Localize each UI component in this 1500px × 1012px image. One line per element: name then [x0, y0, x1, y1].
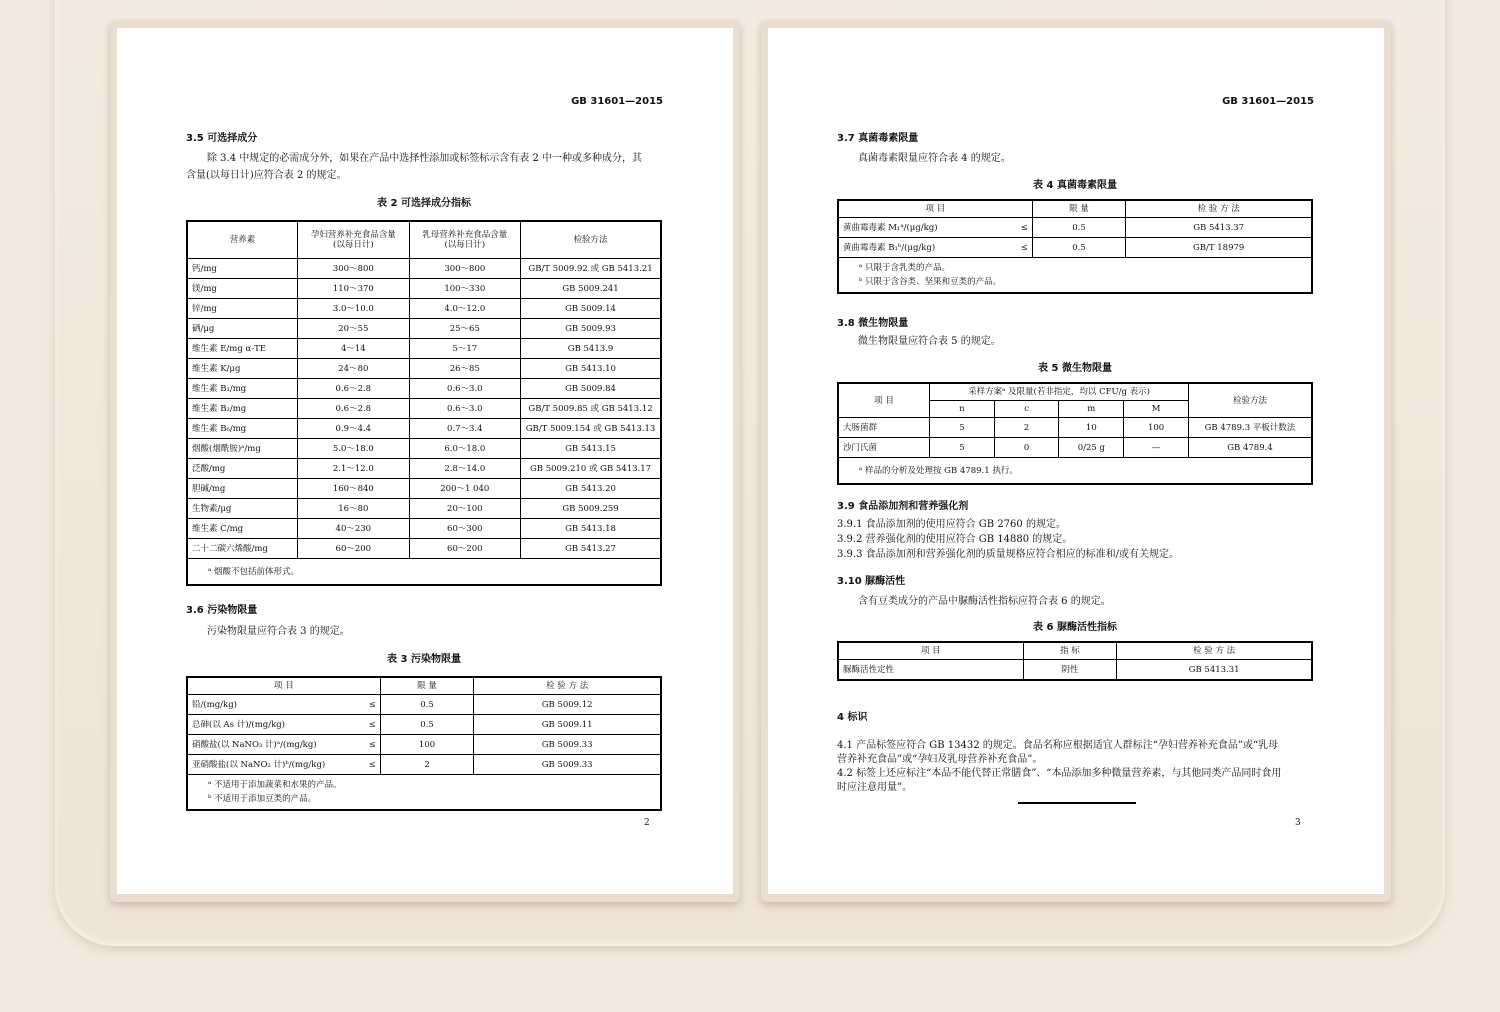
table-cell: 24～80	[298, 359, 409, 379]
table-cell: ≤ 黄曲霉毒素 B₁ᵇ/(μg/kg)	[838, 238, 1032, 258]
table-cell: GB 5413.27	[521, 539, 661, 559]
table-cell: 大肠菌群	[838, 418, 930, 438]
table-header-row	[187, 677, 661, 695]
table-note: ᵃ 只限于含乳类的产品。 ᵇ 只限于含谷类、坚果和豆类的产品。	[838, 258, 1312, 294]
table-cell: ≤ 硝酸盐(以 NaNO₃ 计)ᵃ/(mg/kg)	[187, 735, 380, 755]
section-3-9-1: 3.9.1 食品添加剂的使用应符合 GB 2760 的规定。	[837, 519, 1066, 530]
section-3-8-title: 3.8 微生物限量	[837, 318, 909, 329]
table-cell: 3.0～10.0	[298, 299, 409, 319]
table-2-caption: 表 2 可选择成分指标	[377, 198, 471, 209]
section-3-5-text-line2: 含量(以每日计)应符合表 2 的规定。	[186, 170, 347, 181]
section-3-7-text: 真菌毒素限量应符合表 4 的规定。	[858, 153, 1011, 164]
table-cell: 0.7～3.4	[409, 419, 520, 439]
table-2-optional-nutrients	[186, 220, 662, 586]
table-cell: 60～300	[409, 519, 520, 539]
table-cell: 60～200	[298, 539, 409, 559]
table-cell: 0.5	[380, 715, 474, 735]
table-cell: 5	[930, 438, 995, 458]
table-cell: 维生素 B₂/mg	[187, 399, 298, 419]
table-header-cell: 检 验 方 法	[1126, 200, 1312, 218]
document-page-right	[768, 28, 1384, 894]
table-header-cell: 检验方法	[1188, 383, 1312, 418]
table-row	[838, 438, 1312, 458]
table-header-cell: 限 量	[380, 677, 474, 695]
table-header-cell: 采样方案ᵃ 及限量(若非指定，均以 CFU/g 表示)	[930, 383, 1189, 401]
table-header-row	[838, 383, 1312, 401]
table-cell: 维生素 B₆/mg	[187, 419, 298, 439]
table-row	[187, 439, 661, 459]
table-cell: 0	[994, 438, 1059, 458]
table-cell: 25～65	[409, 319, 520, 339]
section-3-5-title: 3.5 可选择成分	[186, 133, 258, 144]
table-6-urease-activity	[837, 641, 1313, 681]
leq-symbol: ≤	[1020, 242, 1028, 253]
table-cell: 20～100	[409, 499, 520, 519]
table-row	[187, 379, 661, 399]
section-4-2-line1: 4.2 标签上还应标注“本品不能代替正常膳食”、“本品添加多种微量营养素，与其他同类产品同时食用	[837, 768, 1282, 779]
table-cell: —	[1124, 438, 1189, 458]
section-3-10-text: 含有豆类成分的产品中脲酶活性指标应符合表 6 的规定。	[858, 596, 1111, 607]
table-cell: ≤ 总砷(以 As 计)/(mg/kg)	[187, 715, 380, 735]
page-number-right: 3	[1295, 818, 1301, 828]
table-row	[838, 238, 1312, 258]
table-cell: 锌/mg	[187, 299, 298, 319]
section-4-1-line2: 营养补充食品”或“孕妇及乳母营养补充食品”。	[837, 754, 1043, 765]
table-header-row	[838, 200, 1312, 218]
table-cell: 4.0～12.0	[409, 299, 520, 319]
table-cell: 100	[380, 735, 474, 755]
table-cell: 泛酸/mg	[187, 459, 298, 479]
section-4-2-line2: 时应注意用量”。	[837, 782, 913, 793]
table-header-cell: 检验方法	[521, 221, 661, 259]
table-cell: GB 5413.37	[1126, 218, 1312, 238]
table-cell: 300～800	[409, 259, 520, 279]
table-cell: 0.6～2.8	[298, 399, 409, 419]
table-header-cell: n	[930, 401, 995, 418]
table-header-row	[838, 642, 1312, 660]
table-cell: 2	[380, 755, 474, 775]
table-cell: GB 5009.12	[474, 695, 661, 715]
standard-code-header: GB 31601—2015	[1222, 96, 1314, 107]
table-cell: 钙/mg	[187, 259, 298, 279]
table-cell: 脲酶活性定性	[838, 660, 1023, 681]
table-row	[187, 519, 661, 539]
table-cell: 0.6～3.0	[409, 399, 520, 419]
table-cell: 10	[1059, 418, 1124, 438]
table-cell: 沙门氏菌	[838, 438, 930, 458]
table-row	[187, 299, 661, 319]
table-row	[187, 735, 661, 755]
table-header-cell: 项 目	[838, 200, 1032, 218]
table-cell: GB/T 18979	[1126, 238, 1312, 258]
table-header-cell: 项 目	[838, 642, 1023, 660]
table-5-caption: 表 5 微生物限量	[1038, 363, 1112, 374]
table-cell: GB/T 5009.92 或 GB 5413.21	[521, 259, 661, 279]
table-header-cell: 营养素	[187, 221, 298, 259]
table-row	[838, 660, 1312, 681]
table-cell: GB 5413.9	[521, 339, 661, 359]
table-header-row	[187, 221, 661, 259]
table-header-cell: 项 目	[187, 677, 380, 695]
table-cell: GB/T 5009.154 或 GB 5413.13	[521, 419, 661, 439]
table-row	[187, 399, 661, 419]
table-cell: 维生素 C/mg	[187, 519, 298, 539]
table-cell: GB 5009.259	[521, 499, 661, 519]
table-cell: GB 5009.84	[521, 379, 661, 399]
table-row	[187, 359, 661, 379]
table-row	[187, 459, 661, 479]
section-3-10-title: 3.10 脲酶活性	[837, 576, 906, 587]
table-cell: 2.8～14.0	[409, 459, 520, 479]
end-rule	[1018, 802, 1136, 804]
table-cell: 0.5	[1032, 238, 1126, 258]
table-header-cell: M	[1124, 401, 1189, 418]
table-cell: 阴性	[1023, 660, 1117, 681]
table-row	[187, 339, 661, 359]
table-cell: GB 5413.18	[521, 519, 661, 539]
table-cell: 镁/mg	[187, 279, 298, 299]
table-cell: 生物素/μg	[187, 499, 298, 519]
table-note-row	[187, 559, 661, 586]
table-row	[187, 279, 661, 299]
table-cell: GB 5009.93	[521, 319, 661, 339]
section-3-9-title: 3.9 食品添加剂和营养强化剂	[837, 501, 969, 512]
table-cell: 5	[930, 418, 995, 438]
table-row	[838, 418, 1312, 438]
table-cell: 2	[994, 418, 1059, 438]
table-row	[187, 715, 661, 735]
table-row	[187, 259, 661, 279]
table-cell: 0.6～2.8	[298, 379, 409, 399]
table-cell: 200～1 040	[409, 479, 520, 499]
table-cell: 胆碱/mg	[187, 479, 298, 499]
table-cell: 5～17	[409, 339, 520, 359]
table-cell: 维生素 B₁/mg	[187, 379, 298, 399]
page-number-left: 2	[644, 818, 650, 828]
table-header-cell: 项 目	[838, 383, 930, 418]
table-cell: GB 5413.20	[521, 479, 661, 499]
table-cell: 6.0～18.0	[409, 439, 520, 459]
table-cell: 110～370	[298, 279, 409, 299]
table-note: ᵃ 烟酸不包括前体形式。	[187, 559, 661, 586]
leq-symbol: ≤	[368, 759, 376, 770]
table-cell: 0.9～4.4	[298, 419, 409, 439]
table-header-cell: 乳母营养补充食品含量 (以每日计)	[409, 221, 520, 259]
leq-symbol: ≤	[1020, 222, 1028, 233]
table-cell: 100～330	[409, 279, 520, 299]
table-row	[187, 695, 661, 715]
table-header-cell: m	[1059, 401, 1124, 418]
section-3-6-text: 污染物限量应符合表 3 的规定。	[207, 626, 350, 637]
table-cell: 100	[1124, 418, 1189, 438]
table-cell: 0.6～3.0	[409, 379, 520, 399]
table-note: ᵃ 不适用于添加蔬菜和水果的产品。 ᵇ 不适用于添加豆类的产品。	[187, 775, 661, 811]
table-6-caption: 表 6 脲酶活性指标	[1033, 622, 1117, 633]
table-cell: GB 5413.15	[521, 439, 661, 459]
table-cell: GB 4789.4	[1188, 438, 1312, 458]
table-header-cell: 限 量	[1032, 200, 1126, 218]
table-cell: GB 5413.31	[1117, 660, 1312, 681]
table-cell: GB 5009.11	[474, 715, 661, 735]
table-note-row	[838, 258, 1312, 294]
leq-symbol: ≤	[368, 719, 376, 730]
table-cell: GB 5009.14	[521, 299, 661, 319]
table-row	[187, 419, 661, 439]
table-3-caption: 表 3 污染物限量	[387, 654, 461, 665]
table-row	[187, 499, 661, 519]
table-cell: 26～85	[409, 359, 520, 379]
section-3-8-text: 微生物限量应符合表 5 的规定。	[858, 336, 1001, 347]
table-header-cell: 指 标	[1023, 642, 1117, 660]
section-3-9-3: 3.9.3 食品添加剂和营养强化剂的质量规格应符合相应的标准和/或有关规定。	[837, 549, 1179, 560]
section-3-7-title: 3.7 真菌毒素限量	[837, 133, 919, 144]
table-header-cell: 孕妇营养补充食品含量 (以每日计)	[298, 221, 409, 259]
table-note-row	[838, 458, 1312, 485]
section-4-1-line1: 4.1 产品标签应符合 GB 13432 的规定。食品名称应根据适宜人群标注“孕妇营养补充食品”或“乳母	[837, 740, 1279, 751]
table-cell: ≤ 铅/(mg/kg)	[187, 695, 380, 715]
table-header-cell: c	[994, 401, 1059, 418]
table-note-row	[187, 775, 661, 811]
table-row	[838, 218, 1312, 238]
table-cell: GB 5009.33	[474, 755, 661, 775]
table-cell: GB 5009.241	[521, 279, 661, 299]
table-cell: GB 5009.33	[474, 735, 661, 755]
table-header-cell: 检 验 方 法	[474, 677, 661, 695]
table-cell: ≤ 黄曲霉毒素 M₁ᵃ/(μg/kg)	[838, 218, 1032, 238]
table-cell: 硒/μg	[187, 319, 298, 339]
table-cell: 0/25 g	[1059, 438, 1124, 458]
table-cell: GB 5009.210 或 GB 5413.17	[521, 459, 661, 479]
table-cell: 60～200	[409, 539, 520, 559]
table-cell: 0.5	[380, 695, 474, 715]
table-cell: GB 4789.3 平板计数法	[1188, 418, 1312, 438]
table-4-mycotoxin-limits	[837, 199, 1313, 294]
table-4-caption: 表 4 真菌毒素限量	[1033, 180, 1117, 191]
table-cell: 二十二碳六烯酸/mg	[187, 539, 298, 559]
table-cell: GB 5413.10	[521, 359, 661, 379]
table-row	[187, 319, 661, 339]
table-row	[187, 479, 661, 499]
table-cell: 160～840	[298, 479, 409, 499]
table-cell: 4～14	[298, 339, 409, 359]
section-3-6-title: 3.6 污染物限量	[186, 605, 258, 616]
table-3-contaminant-limits	[186, 676, 662, 811]
table-cell: 维生素 E/mg α-TE	[187, 339, 298, 359]
table-cell: 2.1～12.0	[298, 459, 409, 479]
table-cell: 5.0～18.0	[298, 439, 409, 459]
table-5-microbial-limits	[837, 382, 1313, 485]
table-header-cell: 检 验 方 法	[1117, 642, 1312, 660]
table-cell: ≤ 亚硝酸盐(以 NaNO₂ 计)ᵇ/(mg/kg)	[187, 755, 380, 775]
table-cell: 40～230	[298, 519, 409, 539]
table-cell: 16～80	[298, 499, 409, 519]
table-cell: 0.5	[1032, 218, 1126, 238]
table-row	[187, 755, 661, 775]
leq-symbol: ≤	[368, 739, 376, 750]
table-cell: 烟酸(烟酰胺)ᵃ/mg	[187, 439, 298, 459]
table-note: ᵃ 样品的分析及处理按 GB 4789.1 执行。	[838, 458, 1312, 485]
table-row	[187, 539, 661, 559]
section-4-title: 4 标识	[837, 712, 868, 723]
table-cell: GB/T 5009.85 或 GB 5413.12	[521, 399, 661, 419]
leq-symbol: ≤	[368, 699, 376, 710]
section-3-9-2: 3.9.2 营养强化剂的使用应符合 GB 14880 的规定。	[837, 534, 1073, 545]
table-cell: 维生素 K/μg	[187, 359, 298, 379]
document-page-left	[117, 28, 733, 894]
table-cell: 20～55	[298, 319, 409, 339]
section-3-5-text-line1: 除 3.4 中规定的必需成分外，如果在产品中选择性添加或标签标示含有表 2 中一种或多种成分，其	[207, 153, 642, 164]
table-cell: 300～800	[298, 259, 409, 279]
standard-code-header: GB 31601—2015	[571, 96, 663, 107]
